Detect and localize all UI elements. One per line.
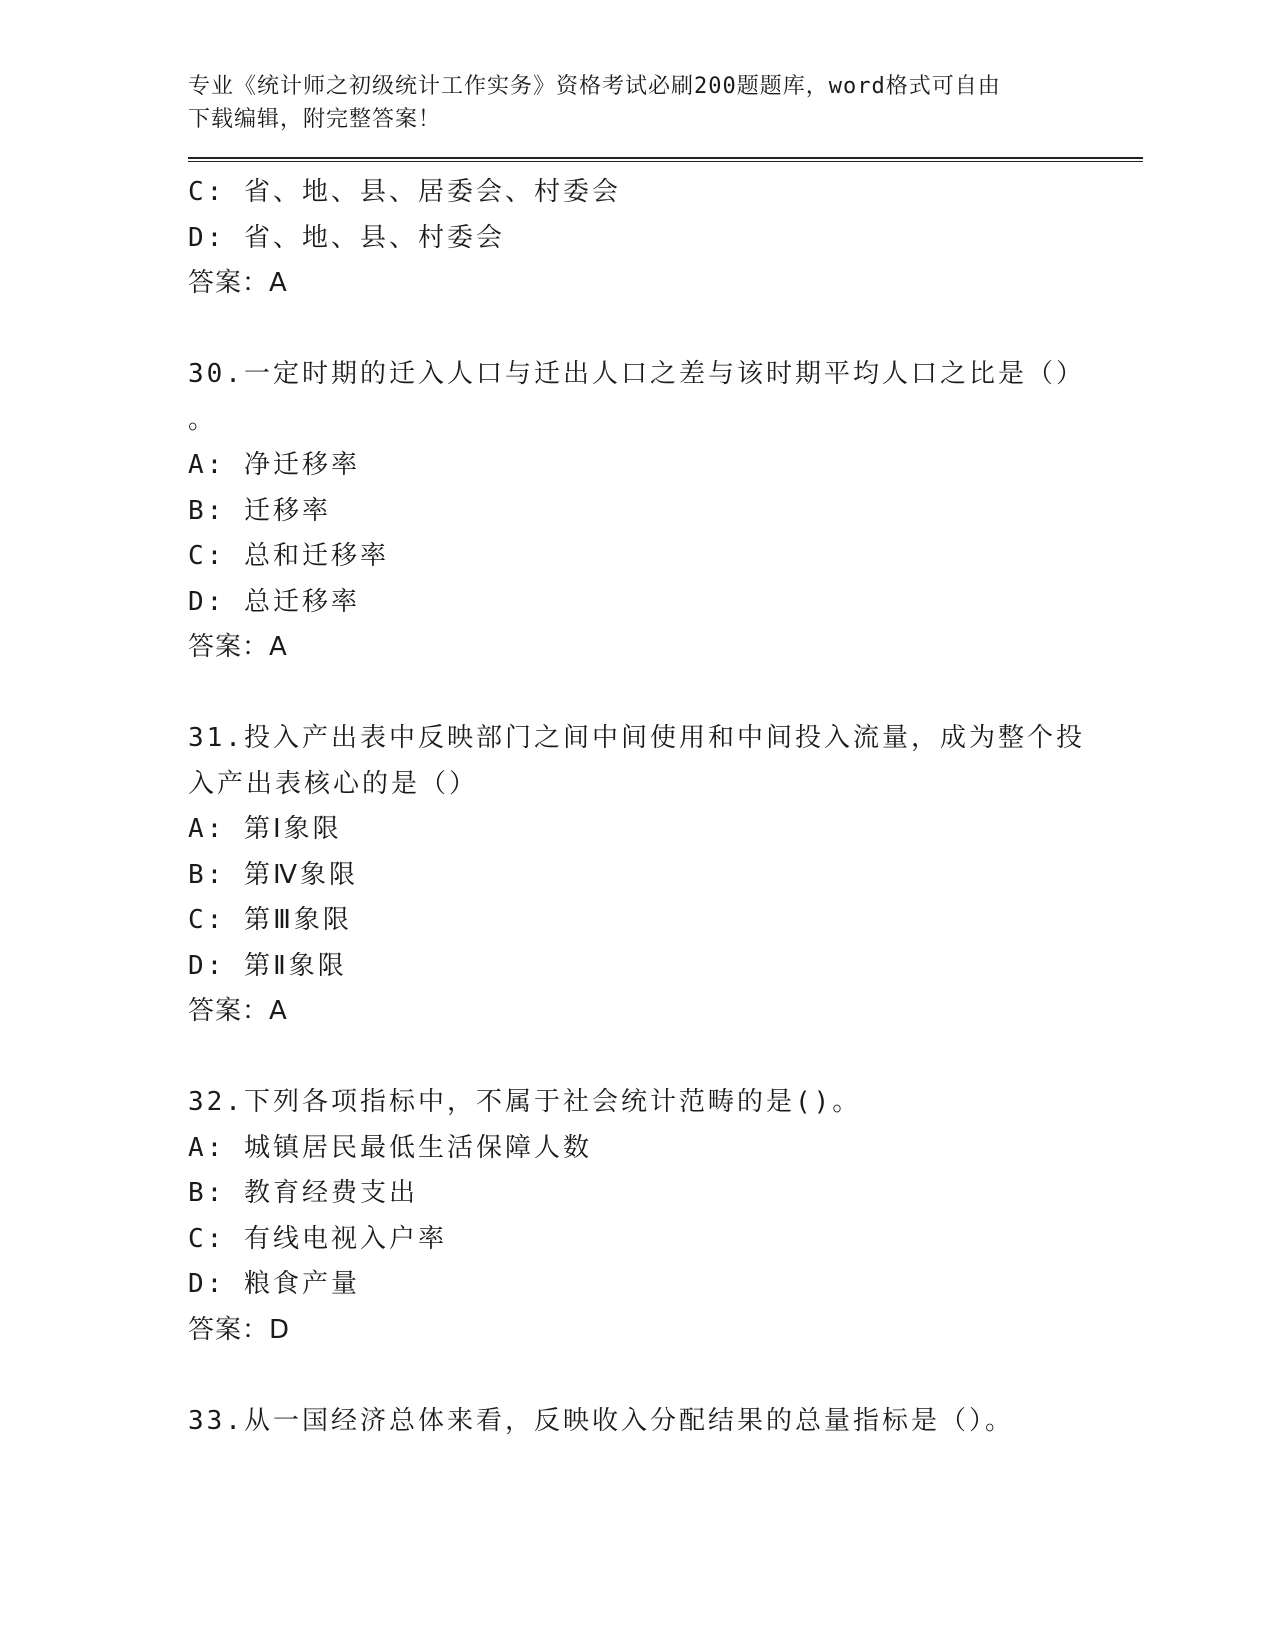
question-29 bbox=[188, 170, 1143, 307]
question-list bbox=[188, 170, 1143, 1444]
question-stem-continued: 入产出表核心的是（） bbox=[188, 768, 479, 799]
question-30 bbox=[188, 352, 1143, 671]
option-b: B: 教育经费支出 bbox=[188, 1178, 418, 1208]
header-line-2: 下载编辑，附完整答案！ bbox=[188, 107, 442, 132]
option-d: D: 第Ⅱ象限 bbox=[188, 950, 347, 981]
answer-label: 答案：A bbox=[188, 268, 288, 298]
document-header bbox=[188, 70, 1143, 136]
answer-label: 答案：A bbox=[188, 632, 288, 662]
question-stem: 30.一定时期的迁入人口与迁出人口之差与该时期平均人口之比是（） bbox=[188, 359, 1085, 389]
answer-label: 答案：D bbox=[188, 1314, 291, 1345]
option-b: B: 第Ⅳ象限 bbox=[188, 859, 358, 890]
option-c: C: 总和迁移率 bbox=[188, 541, 389, 571]
question-31 bbox=[188, 716, 1143, 1035]
option-a: A: 第Ⅰ象限 bbox=[188, 814, 342, 844]
question-stem: 31.投入产出表中反映部门之间中间使用和中间投入流量，成为整个投 bbox=[188, 723, 1085, 753]
answer-label: 答案：A bbox=[188, 996, 288, 1026]
option-c: C: 省、地、县、居委会、村委会 bbox=[188, 177, 621, 207]
question-stem: 32.下列各项指标中，不属于社会统计范畴的是()。 bbox=[188, 1087, 862, 1117]
option-d: D: 总迁移率 bbox=[188, 586, 360, 617]
option-d: D: 粮食产量 bbox=[188, 1269, 360, 1299]
question-32 bbox=[188, 1080, 1143, 1353]
option-a: A: 净迁移率 bbox=[188, 450, 360, 480]
option-a: A: 城镇居民最低生活保障人数 bbox=[188, 1132, 592, 1163]
question-stem-continued: 。 bbox=[188, 404, 218, 435]
option-d: D: 省、地、县、村委会 bbox=[188, 222, 505, 253]
header-line-1: 专业《统计师之初级统计工作实务》资格考试必刷200题题库，word格式可自由 bbox=[188, 74, 1001, 99]
option-c: C: 第Ⅲ象限 bbox=[188, 905, 352, 935]
option-c: C: 有线电视入户率 bbox=[188, 1223, 447, 1254]
option-b: B: 迁移率 bbox=[188, 495, 331, 526]
document-page bbox=[188, 70, 1143, 1444]
question-stem: 33.从一国经济总体来看，反映收入分配结果的总量指标是（）。 bbox=[188, 1405, 1014, 1436]
header-divider bbox=[188, 157, 1143, 162]
question-33 bbox=[188, 1399, 1143, 1445]
